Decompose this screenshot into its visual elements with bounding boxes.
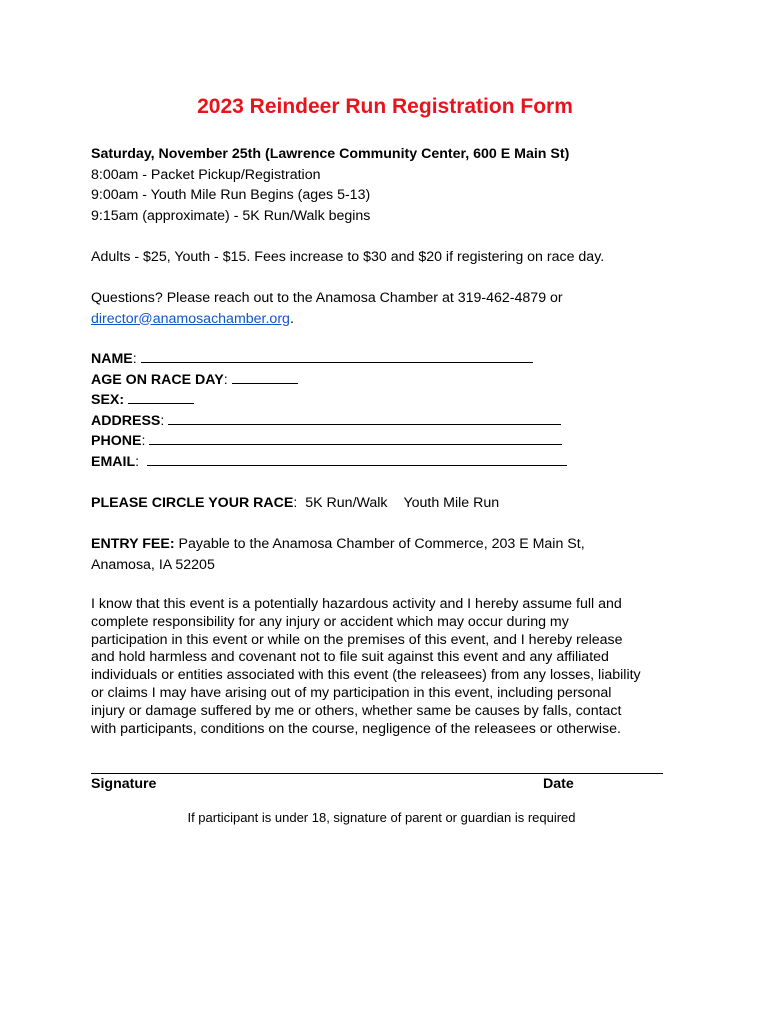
entry-fee-label: ENTRY FEE:: [91, 536, 175, 552]
name-field-line[interactable]: [141, 349, 533, 363]
signature-line[interactable]: [91, 773, 663, 774]
fees-line: Adults - $25, Youth - $15. Fees increase to $30 and $20 if registering on race day.: [91, 249, 605, 265]
sex-field-row: [91, 390, 691, 411]
entry-fee-section: [91, 534, 691, 575]
phone-field-row: [91, 431, 691, 452]
email-field-line[interactable]: [147, 452, 567, 466]
phone-field-line[interactable]: [149, 431, 562, 445]
name-field-row: [91, 349, 691, 370]
waiver-line: I know that this event is a potentially hazardous activity and I hereby assume full and: [91, 596, 622, 612]
waiver-line: with participants, conditions on the course, negligence of the releasees or otherwise.: [91, 720, 621, 737]
sex-field-line[interactable]: [128, 390, 194, 404]
race-selection-label: PLEASE CIRCLE YOUR RACE: [91, 495, 294, 511]
waiver-line: and hold harmless and covenant not to file suit against this event and any affiliated: [91, 649, 609, 666]
address-field-line[interactable]: [168, 411, 561, 425]
email-colon: :: [135, 453, 140, 470]
entry-fee-address: Anamosa, IA 52205: [91, 556, 215, 573]
liability-waiver: [91, 596, 691, 738]
race-option-youth-mile[interactable]: Youth Mile Run: [403, 495, 500, 511]
address-field-label: ADDRESS: [91, 412, 161, 429]
fees-text: [91, 247, 691, 268]
entry-fee-text: Payable to the Anamosa Chamber of Commerce, 203 E Main St,: [178, 536, 585, 552]
race-selection: [91, 493, 691, 514]
phone-field-label: PHONE: [91, 433, 142, 449]
age-field-label: AGE ON RACE DAY: [91, 371, 224, 388]
signature-label: Signature: [91, 776, 157, 792]
email-field-label: EMAIL: [91, 453, 136, 470]
race-option-5k[interactable]: 5K Run/Walk: [305, 495, 388, 511]
schedule-section: [91, 144, 691, 226]
waiver-line: or claims I may have arising out of my participation in this event, including personal: [91, 684, 612, 701]
age-field-row: [91, 370, 691, 391]
schedule-item: 9:00am - Youth Mile Run Begins (ages 5-13): [91, 187, 371, 203]
address-field-row: [91, 411, 691, 432]
waiver-line: injury or damage suffered by me or others, whether same be causes by falls, contact: [91, 702, 622, 719]
name-field-label: NAME: [91, 351, 133, 367]
phone-colon: :: [141, 433, 146, 449]
waiver-line: individuals or entities associated with this event (the releasees) from any losses, liability: [91, 667, 641, 684]
waiver-line: participation in this event or while on the premises of this event, and I hereby release: [91, 631, 623, 648]
questions-section: [91, 288, 691, 329]
race-colon: :: [293, 495, 298, 511]
sex-field-label: SEX:: [91, 392, 125, 408]
age-colon: :: [223, 371, 228, 388]
waiver-line: complete responsibility for any injury or accident which may occur during my: [91, 613, 569, 630]
chamber-email-link[interactable]: director@anamosachamber.org: [91, 310, 290, 327]
form-title: 2023 Reindeer Run Registration Form: [197, 95, 573, 118]
questions-text: Questions? Please reach out to the Anamosa Chamber at 319-462-4879 or: [91, 290, 563, 306]
schedule-item: 9:15am (approximate) - 5K Run/Walk begins: [91, 207, 371, 224]
guardian-note: If participant is under 18, signature of parent or guardian is required: [187, 810, 576, 825]
questions-end: .: [289, 310, 294, 327]
age-field-line[interactable]: [232, 370, 298, 384]
name-colon: :: [132, 351, 137, 367]
schedule-item: 8:00am - Packet Pickup/Registration: [91, 166, 321, 183]
registrant-fields: [91, 349, 691, 472]
email-field-row: [91, 452, 691, 473]
date-label: Date: [543, 776, 574, 792]
schedule-heading: Saturday, November 25th (Lawrence Community Center, 600 E Main St): [91, 146, 570, 162]
address-colon: :: [160, 412, 165, 429]
